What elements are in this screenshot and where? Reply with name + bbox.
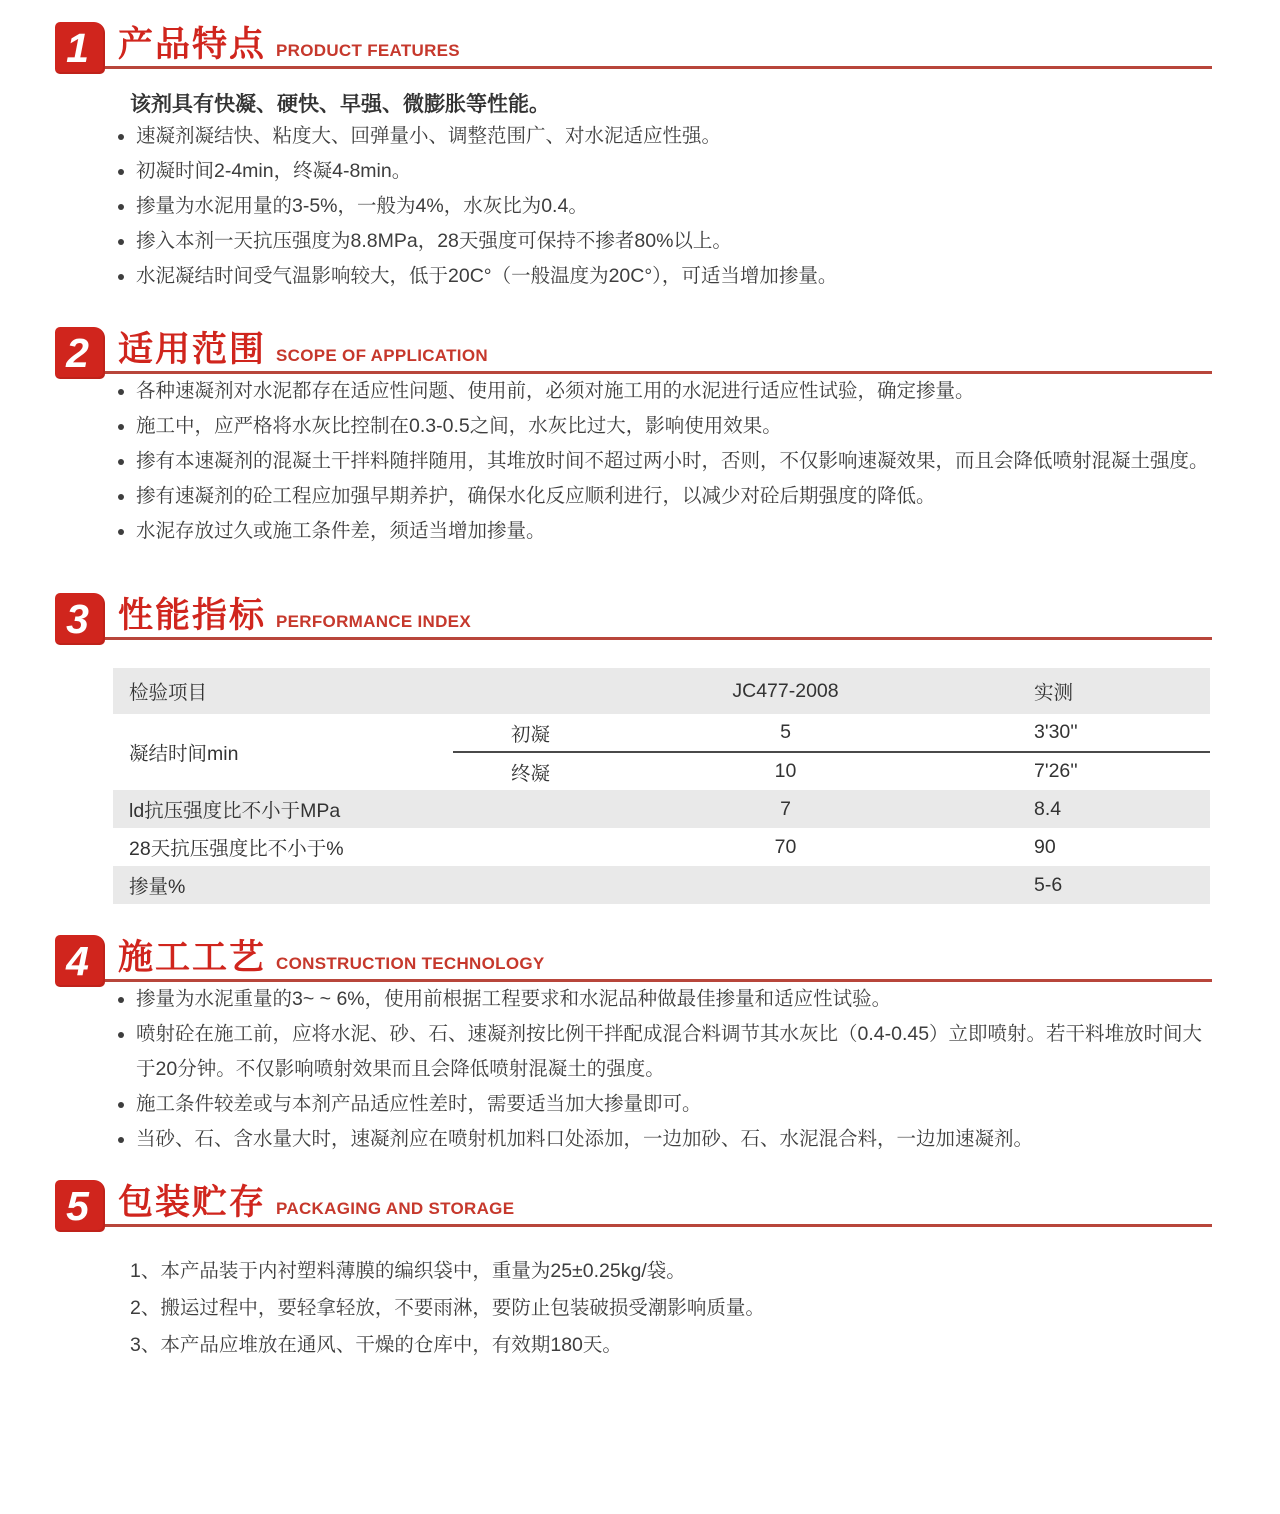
section-title: 施工工艺 [118,938,267,978]
section-header [55,22,1212,69]
packaging-numbered-list [55,1253,1212,1364]
table-cell-item: ld抗压强度比不小于MPa [129,800,341,822]
section-title: 包装贮存 [118,1183,267,1223]
section-number-badge: 2 [55,327,105,379]
section-subtitle: PACKAGING AND STORAGE [276,1199,515,1219]
bullet-item: 掺入本剂一天抗压强度为8.8MPa，28天强度可保持不掺者80%以上。 [115,224,1212,259]
table-header-item: 检验项目 [113,668,453,714]
table-cell-standard: 10 [774,760,797,782]
table-cell-measured: 8.4 [1034,797,1062,820]
section-number-badge: 3 [55,593,105,645]
section-header [55,327,1212,374]
section-number-badge: 1 [55,22,105,74]
section-header [55,593,1212,640]
table-cell-item: 28天抗压强度比不小于% [129,838,344,860]
table-cell-measured: 3'30'' [968,714,1210,752]
section-title-row [105,940,1212,982]
table-row [113,828,1210,866]
performance-table [113,668,1210,904]
table-header-row [113,668,1210,714]
section-packaging-and-storage [55,1180,1212,1364]
section-title-row [105,332,1212,374]
section-header [55,935,1212,982]
scope-bullet-list [55,374,1212,549]
section-subtitle: PRODUCT FEATURES [276,41,460,61]
table-cell-standard: 7 [780,797,791,820]
bullet-item: 施工中，应严格将水灰比控制在0.3-0.5之间，水灰比过大，影响使用效果。 [115,409,1212,444]
features-bullet-list [55,119,1212,294]
bullet-item: 当砂、石、含水量大时，速凝剂应在喷射机加料口处添加，一边加砂、石、水泥混合料，一边加速凝剂。 [115,1122,1212,1157]
table-header-standard: JC477-2008 [603,668,968,714]
table-cell-measured: 90 [1034,835,1056,858]
numbered-item: 3、本产品应堆放在通风、干燥的仓库中，有效期180天。 [130,1334,622,1356]
section-product-features [55,22,1212,294]
table-row [113,866,1210,904]
section-subtitle: PERFORMANCE INDEX [276,612,471,632]
numbered-item: 2、搬运过程中，要轻拿轻放，不要雨淋，要防止包装破损受潮影响质量。 [130,1297,765,1319]
features-intro-text: 该剂具有快凝、硬快、早强、微膨胀等性能。 [130,93,550,116]
bullet-item: 各种速凝剂对水泥都存在适应性问题、使用前，必须对施工用的水泥进行适应性试验，确定掺量。 [115,374,1212,409]
section-performance-index [55,593,1212,904]
section-header [55,1180,1212,1227]
bullet-item: 施工条件较差或与本剂产品适应性差时，需要适当加大掺量即可。 [115,1087,1212,1122]
section-title-row [105,1185,1212,1227]
section-title: 产品特点 [118,25,267,65]
numbered-item: 1、本产品装于内衬塑料薄膜的编织袋中，重量为25±0.25kg/袋。 [130,1260,686,1282]
section-scope-of-application [55,327,1212,549]
bullet-item: 初凝时间2-4min，终凝4-8min。 [115,154,1212,189]
bullet-item: 掺量为水泥用量的3-5%，一般为4%，水灰比为0.4。 [115,189,1212,224]
bullet-item: 水泥存放过久或施工条件差，须适当增加掺量。 [115,514,1212,549]
table-row [113,714,1210,752]
section-title-row [105,27,1212,69]
section-title: 性能指标 [118,596,267,636]
bullet-item: 喷射砼在施工前，应将水泥、砂、石、速凝剂按比例干拌配成混合料调节其水灰比（0.4-0.45）立即喷射。若干料堆放时间大于20分钟。不仅影响喷射效果而且会降低喷射混凝土的强度。 [115,1017,1212,1087]
table-cell-standard: 70 [774,835,797,858]
section-number-badge: 5 [55,1180,105,1232]
table-header-spacer [453,668,603,714]
table-row [113,790,1210,828]
table-cell-measured: 7'26'' [1034,760,1078,782]
bullet-item: 掺有速凝剂的砼工程应加强早期养护，确保水化反应顺利进行，以减少对砼后期强度的降低。 [115,479,1212,514]
table-header-measured: 实测 [968,668,1210,714]
table-cell-standard: 5 [603,714,968,752]
section-number-badge: 4 [55,935,105,987]
bullet-item: 速凝剂凝结快、粘度大、回弹量小、调整范围广、对水泥适应性强。 [115,119,1212,154]
section-title: 适用范围 [118,330,267,370]
construction-bullet-list [55,982,1212,1157]
table-cell-standard [603,866,968,904]
section-construction-technology [55,935,1212,1157]
bullet-item: 掺量为水泥重量的3~ ~ 6%，使用前根据工程要求和水泥品种做最佳掺量和适应性试验。 [115,982,1212,1017]
table-cell-item: 凝结时间min [129,743,239,765]
table-cell-subitem: 初凝 [453,714,603,752]
table-cell-subitem: 终凝 [511,762,551,785]
table-cell-item: 掺量% [129,876,186,898]
bullet-item: 水泥凝结时间受气温影响较大，低于20C°（一般温度为20C°），可适当增加掺量。 [115,259,1212,294]
table-cell-measured: 5-6 [1034,873,1063,896]
section-subtitle: SCOPE OF APPLICATION [276,346,488,366]
bullet-item: 掺有本速凝剂的混凝土干拌料随拌随用，其堆放时间不超过两小时，否则，不仅影响速凝效果，而且会降低喷射混凝土强度。 [115,444,1212,479]
section-subtitle: CONSTRUCTION TECHNOLOGY [276,954,545,974]
section-title-row [105,598,1212,640]
